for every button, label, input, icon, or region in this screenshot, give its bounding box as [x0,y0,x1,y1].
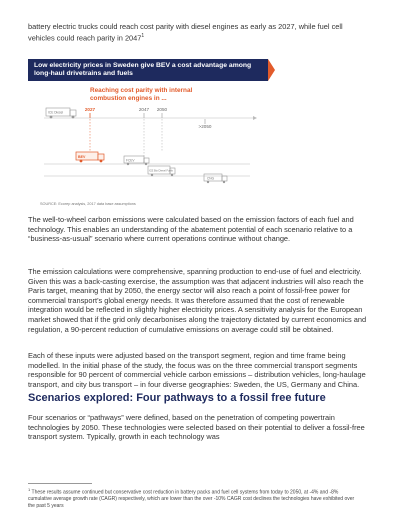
year-2047: 2047 [138,107,150,112]
year-2027: 2027 [84,107,96,112]
section-heading: Scenarios explored: Four pathways to a fossil free future [28,392,326,404]
cng-truck-icon [204,174,227,183]
footnote-text: These results assume continued but conservative cost reduction in battery packs and fuel cell systems from today to 2050, at -4% and -8% cumulative average growth rate (CAGR) respectively, which are lower than the over -10% CAGR cost declines the technologies have exhibited over the past 5 years [28,489,355,509]
main-timeline [44,116,257,120]
fcev-label: FCEV [126,158,135,163]
ice-diesel-truck-icon [46,108,76,118]
ice-bio-label: ICE Bio Diesel Fuels [149,169,173,173]
footnote [28,487,358,509]
footnote-marker: 1 [28,487,31,492]
figure-banner: Low electricity prices in Sweden give BEV a cost advantage among long-haul drivetrains and fuels [28,59,268,81]
ice-bio-truck-icon [148,166,175,176]
paragraph-emissions: The well-to-wheel carbon emissions were calculated based on the emission factors of each fuel and technology. This enables an understanding of the abatement potential of each scenario relative to a “business-as-usual” scenario where current operations continue without change. [28,215,354,244]
year-2050: 2050 [156,107,168,112]
figure-subtitle-line1: Reaching cost parity with internal [90,87,193,94]
paragraph-scenarios: Four scenarios or “pathways” were defined, based on the penetration of competing powertrain technologies by 2050. These technologies were selected based on their potential to deliver a fossil-free transport system. Typically, growth in each technology was [28,413,365,442]
figure-subtitle-line2: combustion engines in ... [90,95,167,102]
paragraph-calculations: The emission calculations were comprehensive, spanning production to end-use of fuel and electricity. Given this was a back-casting exercise, the assumption was that adjacent industries will also reach the Paris target, meaning that by 2050, the energy sector will also reach a point of fossil-free power for commercial transport’s global energy needs. It was therefore assumed that the cost of renewable integration would be reflected in slightly higher electricity prices. A sensitivity analysis for the European market showed that if the grid only decarbonises along the trajectory dictated by current economics and regulation, a 90-percent reduction of cumulative emissions on average could still be obtained. [28,267,367,334]
intro-paragraph: battery electric trucks could reach cost parity with diesel engines as early as 2027, while fuel cell vehicles could reach parity in 2047$^1$ [28,22,343,43]
ice-diesel-label: ICE Diesel [48,110,64,115]
figure-source: SOURCE: Ecorep analysis, 2017 data base assumptions [40,202,136,206]
bev-label: BEV [78,155,86,159]
cost-parity-figure [28,82,278,200]
footnote-divider [28,483,92,484]
year-gt2050: >2050 [198,124,212,129]
paragraph-inputs: Each of these inputs were adjusted based on the transport segment, region and time frame being modelled. In the initial phase of the study, the focus was on the three commercial transport segments responsible for 90 percent of commercial vehicle carbon emissions – distribution vehicles, long-haulage transport, and city bus transport – in four diverse geographies: Sweden, the US, Germany and China. [28,351,366,389]
cng-label: CNG [207,176,215,181]
footnote-reference[interactable]: 1 [141,32,145,39]
bev-truck-icon [76,152,104,162]
banner-accent [268,59,275,81]
